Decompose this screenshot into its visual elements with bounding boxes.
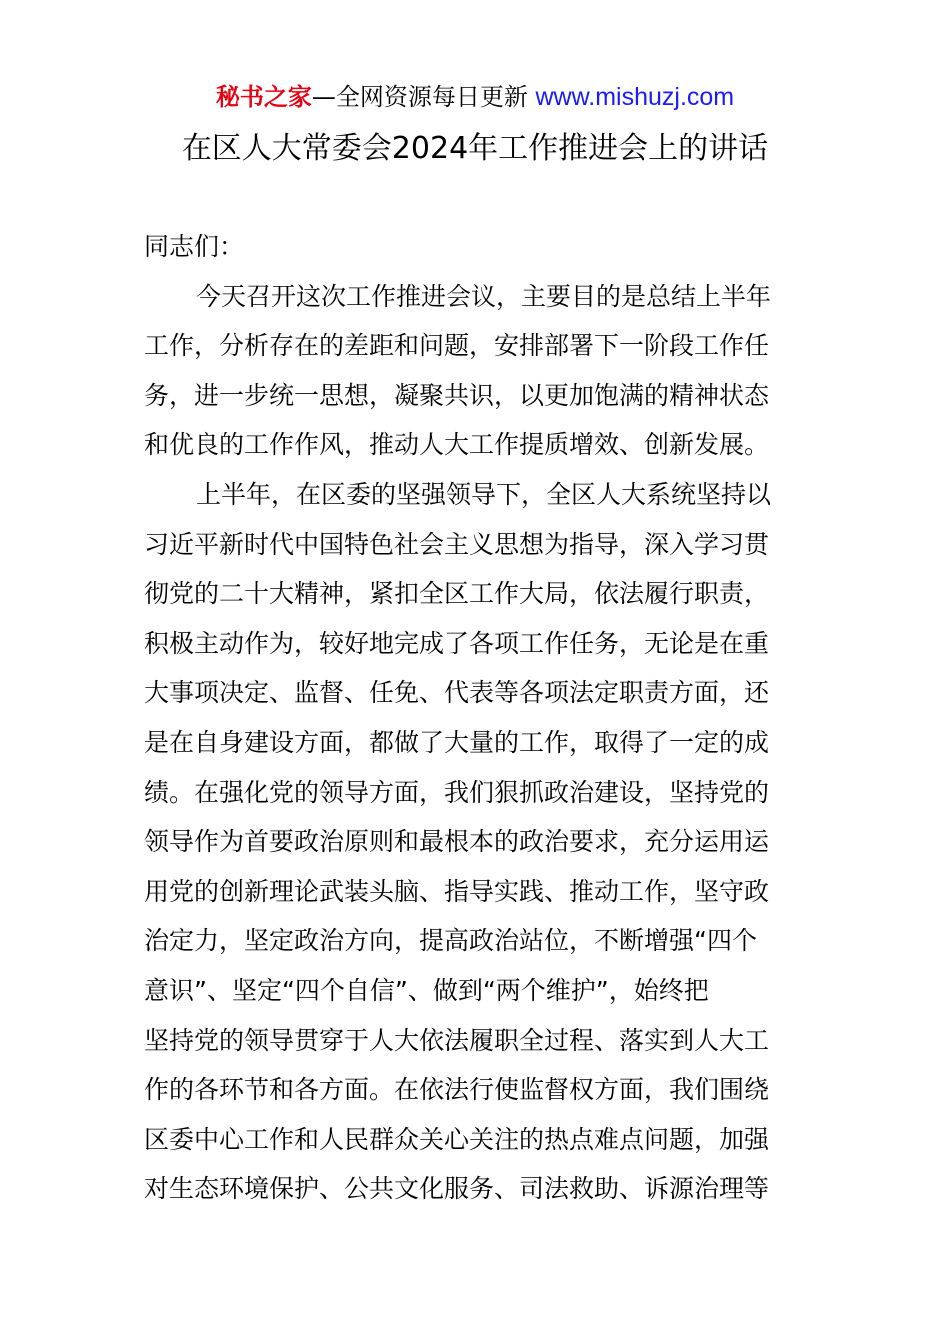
- site-url-link[interactable]: www.mishuzj.com: [535, 83, 735, 111]
- paragraph-line: 彻党的二十大精神，紧扣全区工作大局，依法履行职责，: [144, 579, 770, 609]
- paragraph-line: 意识”、坚定“四个自信”、做到“两个维护”，始终把: [144, 975, 709, 1005]
- paragraph-line: 绩。在强化党的领导方面，我们狠抓政治建设，坚持党的: [144, 777, 770, 807]
- paragraph-line: 区委中心工作和人民群众关心关注的热点难点问题，加强: [144, 1124, 770, 1154]
- header-tagline: —全网资源每日更新: [311, 83, 528, 111]
- paragraph-line: 坚持党的领导贯穿于人大依法履职全过程、落实到人大工: [144, 1025, 770, 1055]
- paragraph-line: 治定力，坚定政治方向，提高政治站位，不断增强“四个: [144, 926, 757, 956]
- paragraph-line: 习近平新时代中国特色社会主义思想为指导，深入学习贯: [144, 529, 770, 559]
- document-body: [144, 222, 808, 1214]
- salutation: 同志们：: [144, 232, 245, 261]
- paragraph-line: 作的各环节和各方面。在依法行使监督权方面，我们围绕: [144, 1075, 770, 1105]
- paragraph-line: 积极主动作为，较好地完成了各项工作任务，无论是在重: [144, 628, 770, 658]
- paragraph-line: 对生态环境保护、公共文化服务、司法救助、诉源治理等: [144, 1174, 770, 1204]
- paragraph-line: 和优良的工作作风，推动人大工作提质增效、创新发展。: [144, 430, 770, 460]
- paragraph-line: 是在自身建设方面，都做了大量的工作，取得了一定的成: [144, 727, 770, 757]
- document-title: 在区人大常委会2024年工作推进会上的讲话: [181, 131, 769, 166]
- paragraph-line: 今天召开这次工作推进会议，主要目的是总结上半年: [196, 281, 772, 311]
- paragraph-line: 工作，分析存在的差距和问题，安排部署下一阶段工作任: [144, 331, 770, 361]
- paragraph-line: 领导作为首要政治原则和最根本的政治要求，充分运用运: [144, 827, 770, 857]
- paragraph-line: 上半年，在区委的坚强领导下，全区人大系统坚持以: [196, 479, 772, 509]
- site-header: [0, 80, 950, 114]
- paragraph-line: 大事项决定、监督、任免、代表等各项法定职责方面，还: [144, 678, 770, 708]
- brand-name: 秘书之家: [215, 83, 312, 111]
- paragraph-line: 务，进一步统一思想，凝聚共识，以更加饱满的精神状态: [144, 380, 770, 410]
- paragraph-line: 用党的创新理论武装头脑、指导实践、推动工作，坚守政: [144, 876, 770, 906]
